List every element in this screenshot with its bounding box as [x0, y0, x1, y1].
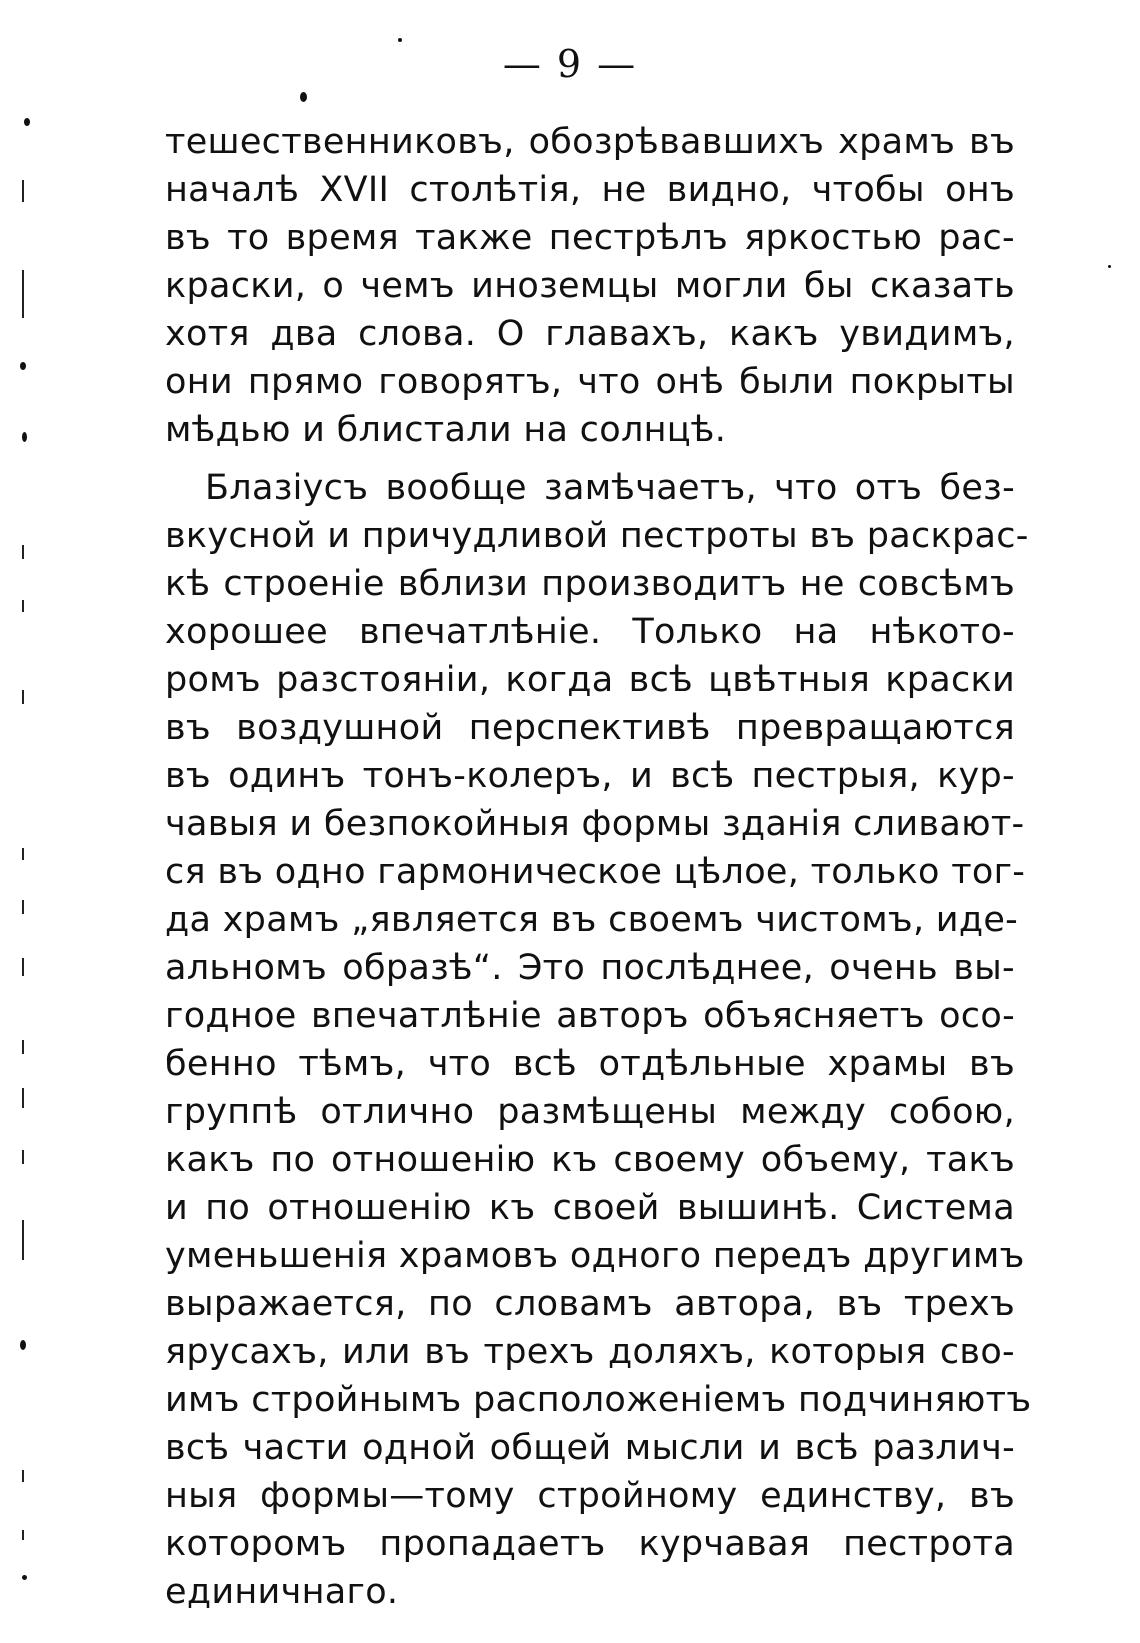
text-line: въ то время также пестрѣлъ яркостью рас-	[165, 218, 1015, 258]
margin-tick	[22, 900, 24, 914]
margin-speck	[20, 1340, 26, 1350]
text-line: ромъ разстояніи, когда всѣ цвѣтныя краски	[165, 660, 1015, 700]
text-line: всѣ части одной общей мысли и всѣ различ-	[165, 1428, 1015, 1468]
text-line: имъ стройнымъ расположеніемъ подчиняютъ	[165, 1380, 1032, 1420]
text-line: краски, о чемъ иноземцы могли бы сказать	[165, 266, 1015, 306]
margin-tick	[22, 1088, 24, 1108]
text-line: мѣдью и блистали на солнцѣ.	[165, 410, 727, 450]
text-line: которомъ пропадаетъ курчавая пестрота	[165, 1524, 1015, 1564]
text-line: хотя два слова. О главахъ, какъ увидимъ,	[165, 314, 1015, 354]
text-line: единичнаго.	[165, 1572, 399, 1612]
paragraph-1	[165, 118, 1015, 454]
margin-tick	[22, 1530, 24, 1540]
body-text	[165, 118, 1032, 1616]
margin-tick	[22, 848, 24, 860]
text-line: въ воздушной перспективѣ превращаются	[165, 708, 1015, 748]
margin-speck	[20, 362, 26, 370]
text-line: альномъ образѣ“. Это послѣднее, очень вы-	[165, 948, 1015, 988]
text-line: группѣ отлично размѣщены между собою,	[165, 1092, 1015, 1132]
right-speck	[1108, 265, 1111, 268]
text-line: въ одинъ тонъ-колеръ, и всѣ пестрыя, кур-	[165, 756, 1015, 796]
margin-tick	[22, 600, 24, 612]
text-line: началѣ XVII столѣтія, не видно, чтобы онъ	[165, 170, 1015, 210]
margin-tick	[22, 1470, 24, 1482]
margin-speck	[22, 1575, 27, 1580]
margin-speck	[24, 118, 30, 126]
margin-speck	[22, 432, 27, 442]
header-speck	[398, 38, 402, 42]
text-line: хорошее впечатлѣніе. Только на нѣкото-	[165, 612, 1015, 652]
text-line: годное впечатлѣніе авторъ объясняетъ осо-	[165, 996, 1015, 1036]
margin-tick	[22, 1150, 24, 1164]
text-line: они прямо говорятъ, что онѣ были покрыты	[165, 362, 1015, 402]
margin-tick	[22, 690, 24, 704]
margin-tick	[22, 1220, 24, 1260]
text-line: выражается, по словамъ автора, въ трехъ	[165, 1284, 1015, 1324]
margin-tick	[22, 1040, 24, 1054]
margin-tick	[22, 270, 24, 318]
page-number: — 9 —	[502, 42, 638, 86]
text-line: кѣ строеніе вблизи производитъ не совсѣмъ	[165, 564, 1015, 604]
header-speck	[300, 92, 307, 102]
margin-tick	[22, 545, 24, 559]
text-line: какъ по отношенію къ своему объему, такъ	[165, 1140, 1015, 1180]
text-line: уменьшенія храмовъ одного передъ другимъ	[165, 1236, 1025, 1276]
margin-tick	[22, 958, 24, 976]
text-line: бенно тѣмъ, что всѣ отдѣльные храмы въ	[165, 1044, 1015, 1084]
text-line: и по отношенію къ своей вышинѣ. Система	[165, 1188, 1015, 1228]
text-line: ся въ одно гармоническое цѣлое, только тог-	[165, 852, 1026, 892]
text-line: ярусахъ, или въ трехъ доляхъ, которыя сво-	[165, 1332, 1015, 1372]
text-line: Блазіусъ вообще замѣчаетъ, что отъ без-	[205, 468, 1015, 508]
text-line: вкусной и причудливой пестроты въ раскрас-	[165, 516, 1029, 556]
text-line: да храмъ „является въ своемъ чистомъ, иде-	[165, 900, 1019, 940]
margin-tick	[22, 180, 24, 202]
text-line: чавыя и безпокойныя формы зданія сливают-	[165, 804, 1025, 844]
text-line: ныя формы—тому стройному единству, въ	[165, 1476, 1015, 1516]
text-line: тешественниковъ, обозрѣвавшихъ храмъ въ	[165, 122, 1015, 162]
paragraph-2	[165, 464, 1032, 1616]
